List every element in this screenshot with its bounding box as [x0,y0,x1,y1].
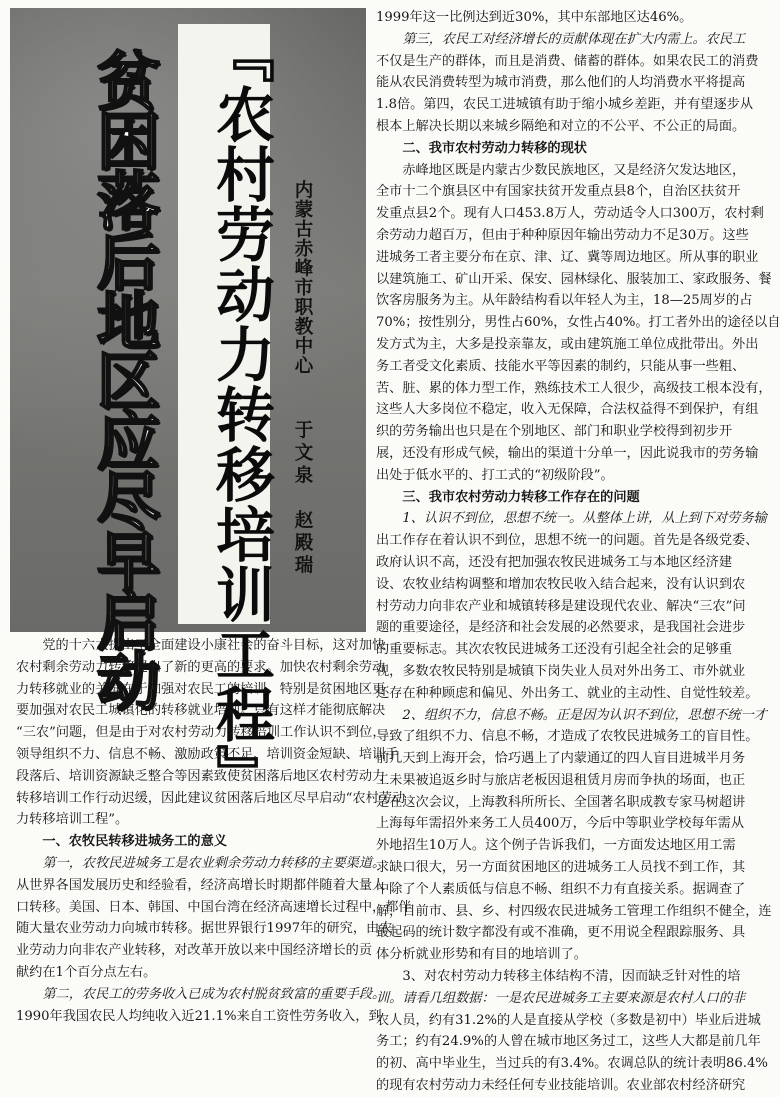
author-names: 于文泉 赵殿瑞 [292,420,313,578]
text-line: 力转移就业的关键在于加强对农民工的培训，特别是贫困地区更 [16,681,386,697]
text-line: 2、组织不力，信息不畅。正是因为认识不到位，思想不统一才 [376,707,767,723]
text-line: 织的劳务输出也只是在个别地区、部门和职业学校得到初步开 [376,424,733,440]
text-line: 要加强对农民工城镇化的转移就业培训。只有这样才能彻底解决 [16,703,386,719]
text-line: 出工作存在着认识不到位，思想不统一的问题。首先是各级党委、 [376,533,759,549]
text-line: 3、对农村劳动力转移主体结构不清，因而缺乏针对性的培 [376,969,741,985]
text-line: 第二，农民工的劳务收入已成为农村脱贫致富的重要手段。 [16,986,386,1002]
text-line: 余劳动力超百万，但由于种种原因年输出劳动力不足30万。这些 [376,227,749,243]
text-line: 献约在1个百分点左右。 [16,964,157,980]
text-line: 第一，农牧民进城务工是农业剩余劳动力转移的主要渠道。 [16,855,386,871]
text-line: 1999年这一比例达到近30%，其中东部地区达46%。 [376,10,693,25]
text-line: 1990年我国农民人均纯收入近21.1%来自工资性劳务收入，到 [16,1008,382,1024]
text-line: 题的重要途径，是经济和社会发展的必然要求，是我国社会进步 [376,620,746,636]
text-line: 从世界各国发展历史和经验看，经济高增长时期都伴随着大量人 [16,877,386,893]
text-line: 能从农民消费转型为城市消费，那么他们的人均消费水平将提高 [376,75,746,91]
text-line: 1.8倍。第四，农民工进城镇有助于缩小城乡差距，并有望逐步从 [376,97,754,113]
text-line: 发方式为主，大多是投亲靠友，或由建筑施工单位成批带出。外出 [376,336,759,352]
text-line: 业劳动力向非农产业转移，对改革开放以来中国经济增长的贡 [16,943,373,959]
text-line: 的现有农村劳动力未经任何专业技能培训。农业部农村经济研究 [376,1078,746,1094]
author-affiliation: 内蒙古赤峰市职教中心 [292,180,313,375]
text-line: 苦、脏、累的体力型工作，熟练技术工人很少，高级技工根本没有， [376,380,772,396]
text-line: 出处于低水平的、打工式的“初级阶段”。 [376,467,614,483]
text-line: 第三，农民工对经济增长的贡献体现在扩大内需上。农民工 [376,31,746,47]
text-line: 段落后、培训资源缺乏整合等因素致使贫困落后地区农村劳动力 [16,768,386,784]
text-line: 发重点县2个。现有人口453.8万人，劳动适令人口300万，农村剩 [376,206,764,222]
text-line: 随大量农业劳动力向城市转移。据世界银行1997年的研究，由农 [16,921,393,937]
text-line: 村劳动力向非农产业和城镇转移是建设现代农业、解决“三农”问 [376,598,746,614]
text-line: 农人员，约有31.2%的人是直接从学校（多数是初中）毕业后进城 [376,1012,761,1028]
text-line: 解，目前市、县、乡、村四级农民进城务工管理工作组织不健全，连 [376,903,772,919]
text-line: 上海每年需招外来务工人员400万，今后中等职业学校每年需从 [376,816,745,832]
text-line: 农村剩余劳动力转移提出了新的更高的要求。加快农村剩余劳动 [16,659,386,675]
text-line: 最起码的统计数字都没有或不准确，更不用说全程跟踪服务、具 [376,925,746,941]
text-line: “三农”问题，但是由于对农村劳动力转移培训工作认识不到位， [16,725,386,741]
text-line: 全市十二个旗县区中有国家扶贫开发重点县8个，自治区扶贫开 [376,184,741,200]
article-title: 『农村劳动力转移培训工程』 [178,24,270,624]
text-line: 的初、高中毕业生，当过兵的有3.4%。农调总队的统计表明86.4% [376,1056,768,1072]
text-line: 根本上解决长期以来城乡隔绝和对立的不公平、不公正的局面。 [376,118,746,134]
text-line: 口转移。美国、日本、韩国、中国台湾在经济高速增长过程中，都伴 [16,899,412,915]
text-line: 赤峰地区既是内蒙古少数民族地区，又是经济欠发达地区， [376,162,746,178]
text-line: 中除了个人素质低与信息不畅、组织不力有直接关系。据调查了 [376,881,746,897]
text-line: 外地招生10万人。这个例子告诉我们，一方面发达地区用工需 [376,838,736,854]
text-line: 设、农牧业结构调整和增加农牧民收入结合起来，没有认识到农 [376,576,746,592]
text-line: 是在这次会议，上海教科所所长、全国著名职成教专家马树超讲 [376,794,746,810]
text-line: 训。请看几组数据：一是农民进城务工主要来源是农村人口的非 [376,990,746,1006]
text-line: 党的十六大提出了全面建设小康社会的奋斗目标，这对加快 [16,638,386,653]
text-line: 这些人大多岗位不稳定，收入无保障，合法权益得不到保护，有组 [376,402,759,418]
section-heading: 三、我市农村劳动力转移工作存在的问题 [376,489,640,505]
text-line: 务工；约有24.9%的人曾在城市地区务过工，这些人大都是前几年 [376,1034,761,1050]
text-line: 以建筑施工、矿山开采、保安、园林绿化、服装加工、家政服务、餐 [376,271,772,287]
text-line: 务工者受文化素质、技能水平等因素的制约，只能从事一些粗、 [376,358,746,374]
left-column [16,635,412,1027]
text-line: 前几天到上海开会，恰巧遇上了内蒙通辽的四人盲目进城半月务 [376,751,746,767]
text-line: 转移培训工作行动迟缓，因此建议贫困落后地区尽早启动“农村劳动 [16,790,406,806]
text-line: 还存在种种顾虑和偏见、外出务工、就业的主动性、自觉性较差。 [376,685,759,701]
section-heading: 二、我市农村劳动力转移的现状 [376,140,587,156]
text-line: 视，多数农牧民特别是城镇下岗失业人员对外出务工、市外就业 [376,663,746,679]
text-line: 求缺口很大，另一方面贫困地区的进城务工人员找不到工作，其 [376,860,746,876]
text-line: 进城务工者主要分布在京、津、辽、冀等周边地区。所从事的职业 [376,249,759,265]
text-line: 的重要标志。其次农牧民进城务工还没有引起全社会的足够重 [376,642,733,658]
text-line: 饮客房服务为主。从年龄结构看以年轻人为主，18—25周岁的占 [376,293,753,309]
text-line: 导致了组织不力、信息不畅，才造成了农牧民进城务工的盲目性。 [376,729,759,745]
text-line: 不仅是生产的群体，而且是消费、储蓄的群体。如果农民工的消费 [376,53,759,69]
text-line: 70%；按性别分，男性占60%，女性占40%。打工者外出的途径以自 [376,315,780,331]
text-line: 展，还没有形成气候，输出的渠道十分单一，因此说我市的劳务输 [376,445,759,461]
text-line: 力转移培训工程”。 [16,812,129,828]
text-line: 政府认识不高，还没有把加强农牧民进城务工与本地区经济建 [376,554,733,570]
text-line: 领导组织不力、信息不畅、激励政策不足、培训资金短缺、培训手 [16,746,399,762]
text-line: 工未果被追返乡时与旅店老板因退租赁月房而争执的场面，也正 [376,772,746,788]
article-subtitle: 贫困落后地区应尽早启动 [87,48,161,708]
text-line: 1、认识不到位，思想不统一。从整体上讲，从上到下对劳务输 [376,511,767,527]
section-heading: 一、农牧民转移进城务工的意义 [16,834,227,850]
text-line: 体分析就业形势和有目的地培训了。 [376,947,587,963]
right-column [376,7,780,1097]
